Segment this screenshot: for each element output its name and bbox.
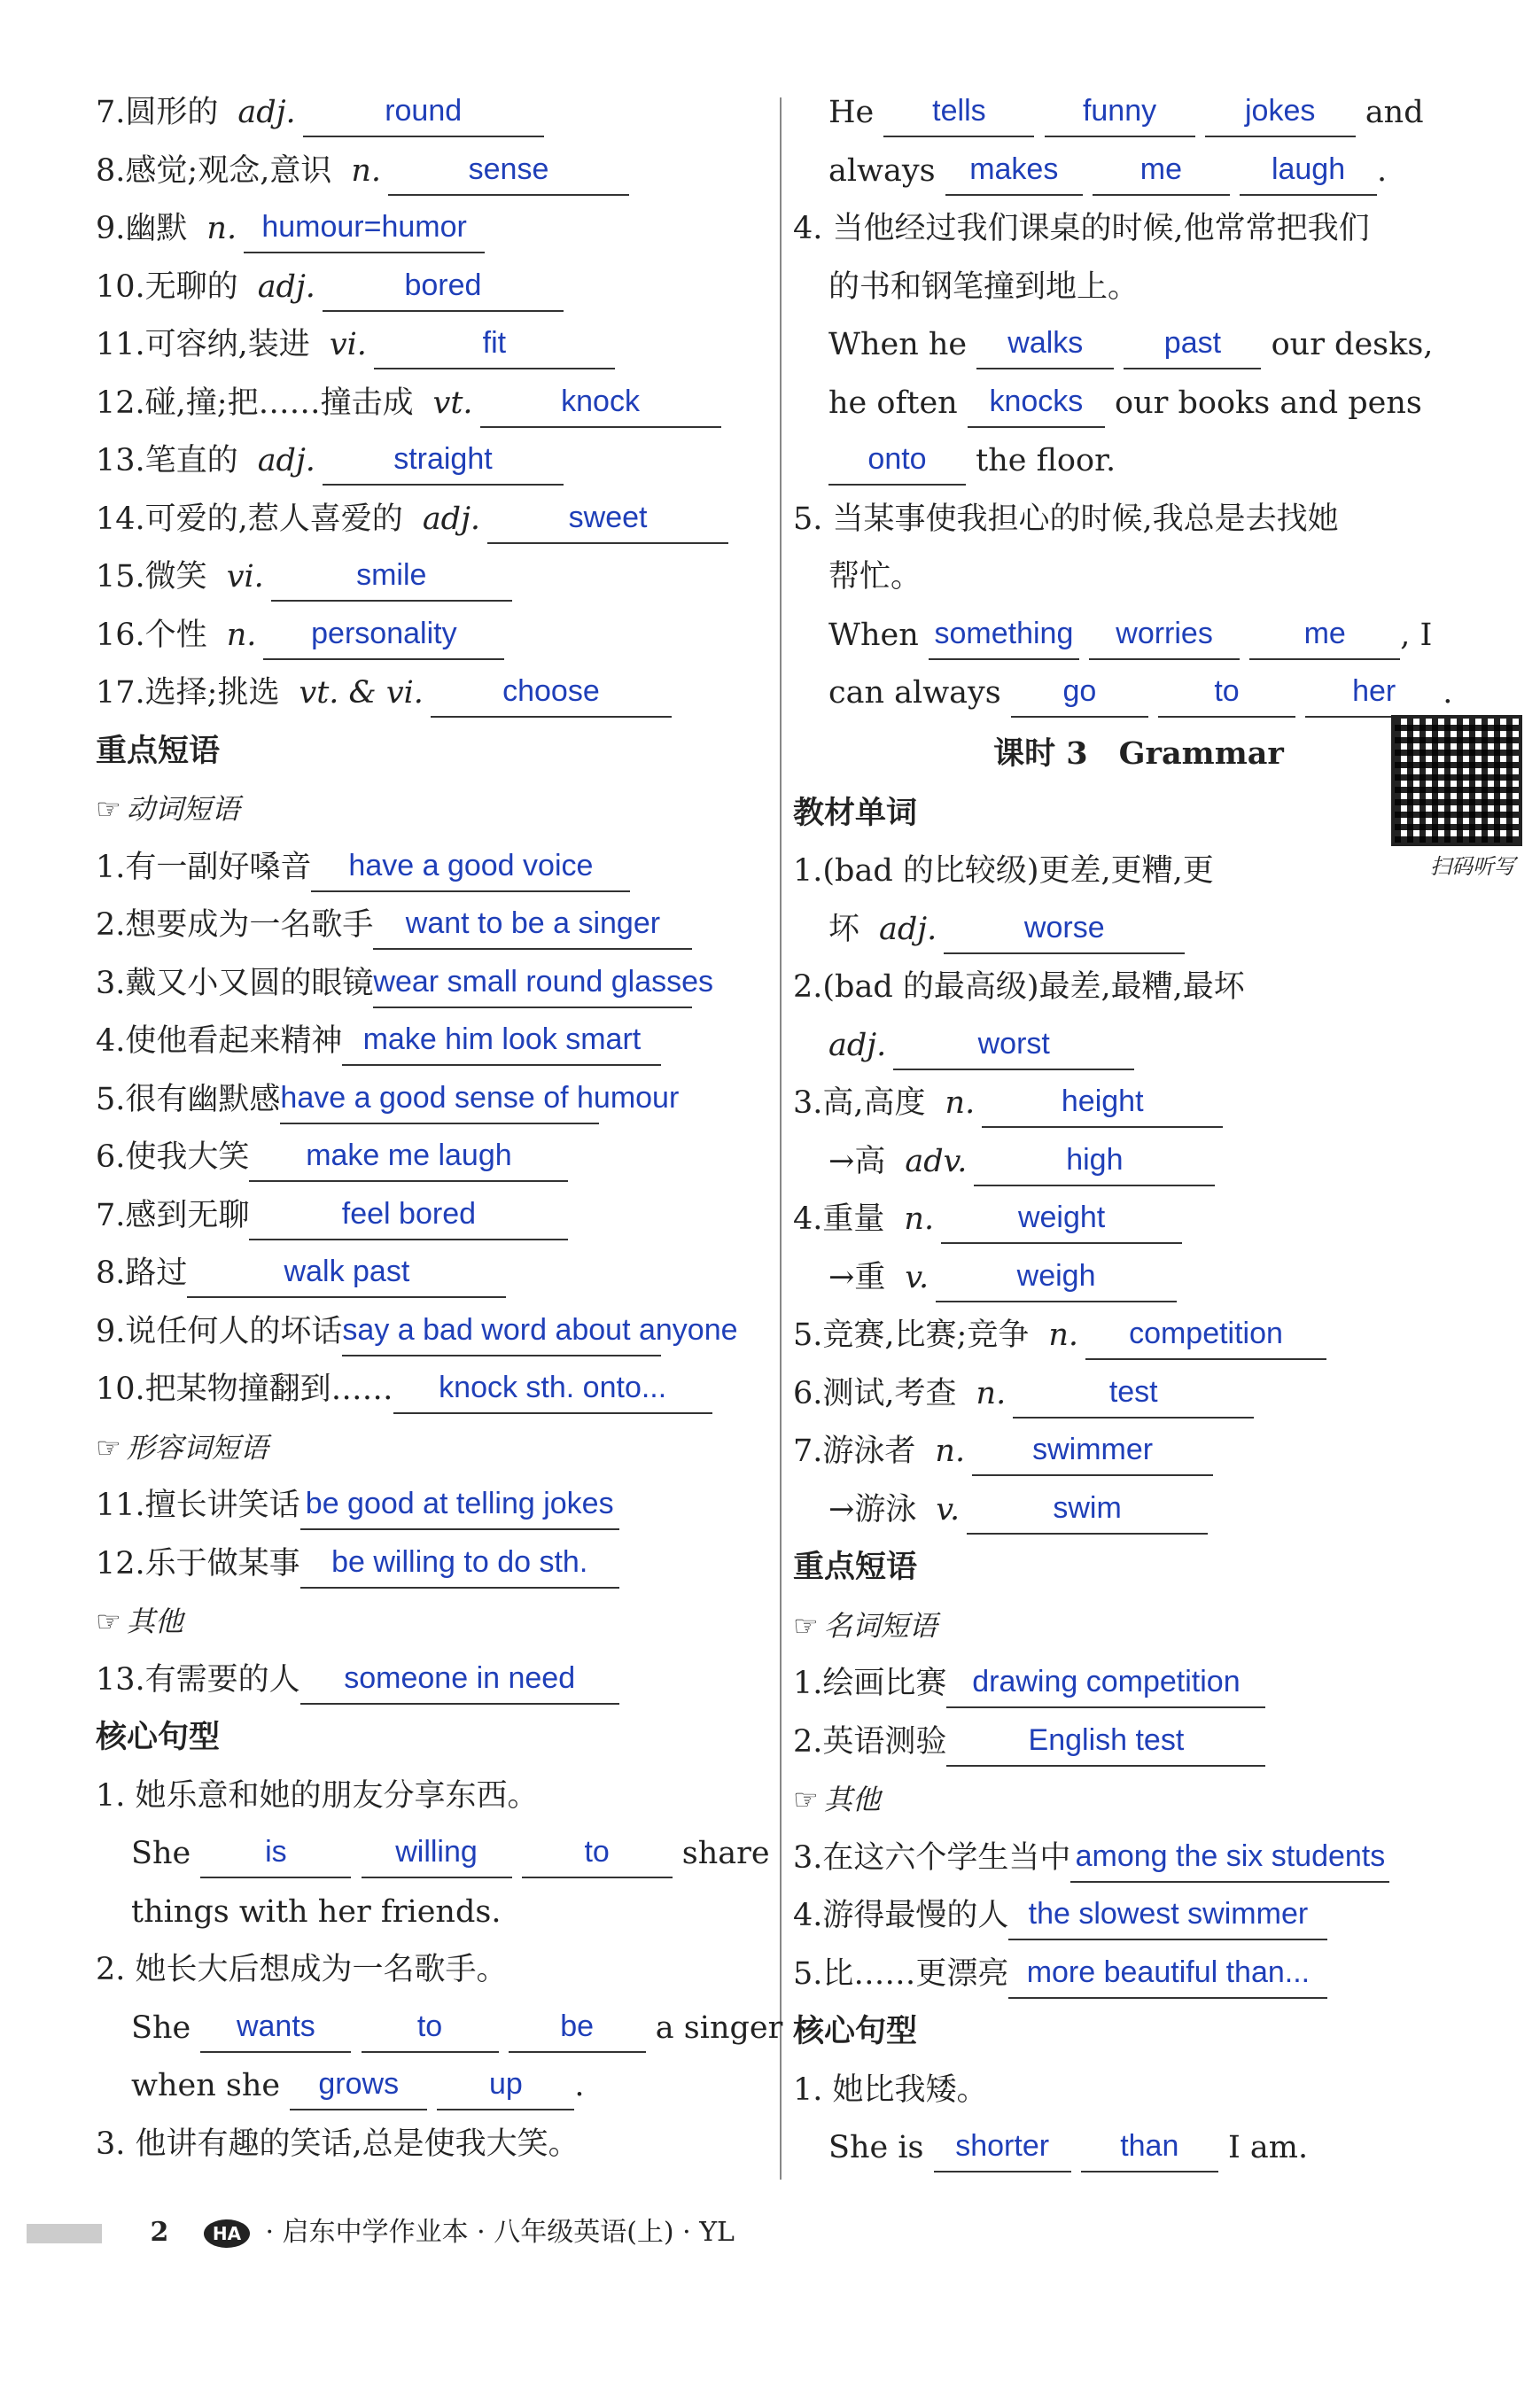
answer-blank[interactable]: up	[437, 2064, 574, 2110]
list-item	[96, 1129, 769, 1187]
answer-blank[interactable]: walks	[976, 323, 1114, 369]
item-number: 10.	[96, 1372, 145, 1407]
sentence-3-en-cont	[793, 143, 1484, 201]
list-item	[793, 1481, 1484, 1540]
answer-blank[interactable]: walk past	[187, 1252, 506, 1298]
answer-blank[interactable]: straight	[323, 439, 564, 486]
list-item	[96, 1652, 769, 1710]
answer-blank[interactable]: the slowest swimmer	[1008, 1894, 1327, 1940]
other-label	[96, 1593, 769, 1652]
part-of-speech: adj.	[257, 268, 315, 305]
item-number: 7.	[96, 1197, 126, 1233]
part-of-speech: vt.	[432, 385, 473, 421]
list-item	[793, 1887, 1484, 1946]
item-number: 5.	[793, 1317, 823, 1353]
answer-blank[interactable]: weigh	[936, 1256, 1177, 1302]
answer-blank[interactable]: have a good sense of humour	[280, 1078, 599, 1124]
answer-blank[interactable]: knock	[480, 382, 721, 428]
list-item	[793, 1249, 1484, 1308]
item-chinese: 擅长讲笑话	[144, 1488, 300, 1523]
item-chinese: 高,高度	[822, 1085, 926, 1121]
page-number: 2	[150, 2217, 169, 2248]
answer-blank[interactable]: personality	[263, 614, 504, 660]
item-number: 4.	[793, 1898, 823, 1933]
sentence-3-en	[793, 84, 1484, 143]
item-chinese: 说任何人的坏话	[125, 1313, 343, 1349]
noun-phrases-label	[793, 1597, 1484, 1656]
list-item	[96, 1013, 769, 1071]
answer-blank[interactable]: among the six students	[1070, 1837, 1389, 1883]
answer-blank[interactable]: more beautiful than...	[1008, 1953, 1327, 1999]
item-chinese: 把某物撞翻到……	[144, 1372, 393, 1407]
item-number: 7.	[96, 95, 126, 130]
label-text: 其他	[823, 1783, 881, 1816]
qr-label: 扫码听写	[1430, 854, 1515, 879]
phrases-heading: 重点短语	[793, 1550, 918, 1585]
answer-blank[interactable]: swimmer	[972, 1430, 1213, 1476]
sentence-2-zh: 2. 她长大后想成为一名歌手。	[96, 1952, 508, 1987]
word-2-cont	[793, 1017, 1484, 1076]
part-of-speech: adv.	[905, 1143, 968, 1179]
book-title: · 启东中学作业本 · 八年级英语(上) · YL	[265, 2217, 735, 2248]
other-phrase-list	[96, 1652, 769, 1710]
answer-blank[interactable]: say a bad word about anyone	[342, 1310, 661, 1356]
answer-blank[interactable]: someone in need	[300, 1659, 619, 1705]
item-chinese: 测试,考查	[822, 1375, 957, 1411]
sentence-4-en-cont2	[793, 432, 1484, 491]
sentence-4-zh: 4. 当他经过我们课桌的时候,他常常把我们	[793, 211, 1370, 246]
list-item	[96, 1535, 769, 1594]
right-column	[793, 84, 1484, 2178]
text: share	[681, 1836, 770, 1871]
item-number: 17.	[96, 675, 145, 711]
answer-blank[interactable]: something	[929, 614, 1079, 660]
answer-blank[interactable]: be willing to do sth.	[300, 1543, 619, 1589]
part-of-speech: vi.	[329, 327, 367, 362]
item-number: 8.	[96, 1255, 126, 1291]
part-of-speech: v.	[936, 1491, 961, 1527]
item-number: 8.	[96, 152, 126, 189]
answer-blank[interactable]: is	[200, 1832, 351, 1878]
item-number: 12.	[96, 385, 145, 421]
answer-blank[interactable]: worst	[893, 1024, 1134, 1070]
answer-blank[interactable]: to	[1158, 672, 1295, 718]
answer-blank[interactable]: weight	[941, 1198, 1182, 1244]
label-text: 形容词短语	[126, 1430, 268, 1465]
item-chinese: 游得最慢的人	[822, 1898, 1009, 1933]
sentences-heading: 核心句型	[793, 2014, 918, 2049]
answer-blank[interactable]: tells	[883, 91, 1034, 137]
text: can always	[828, 675, 1001, 711]
sentence-5-en-cont	[793, 665, 1484, 723]
list-item	[793, 1946, 1484, 2004]
sentence-1-zh: 1. 她乐意和她的朋友分享东西。	[96, 1777, 539, 1814]
list-item	[793, 1830, 1484, 1888]
item-chinese: 竞赛,比赛;竞争	[822, 1317, 1030, 1353]
lesson-title: 课时 3 Grammar	[993, 735, 1284, 772]
list-item	[96, 897, 769, 955]
answer-blank[interactable]: test	[1013, 1372, 1254, 1419]
item-number: 5.	[96, 1081, 126, 1117]
answer-blank[interactable]: makes	[945, 150, 1083, 196]
answer-blank[interactable]: round	[303, 91, 544, 137]
part-of-speech: adj.	[879, 911, 937, 947]
answer-blank[interactable]: humour=humor	[244, 207, 485, 253]
answer-blank[interactable]: onto	[828, 439, 966, 486]
sentence-2-en-cont	[96, 2057, 769, 2116]
answer-blank[interactable]: sense	[388, 150, 629, 196]
list-item	[96, 548, 769, 607]
item-chinese: 英语测验	[822, 1723, 947, 1760]
part-of-speech: adj.	[422, 501, 481, 537]
item-number: 11.	[96, 327, 145, 362]
text: .	[1443, 675, 1453, 711]
part-of-speech: vt. & vi.	[299, 675, 424, 711]
sentences-heading: 核心句型	[96, 1720, 221, 1755]
text: our desks,	[1271, 327, 1434, 362]
answer-blank[interactable]: swim	[967, 1488, 1208, 1535]
word-1-cont	[793, 901, 1484, 960]
verb-phrase-list	[96, 839, 769, 1419]
item-chinese: 重量	[822, 1201, 885, 1237]
item-number: 14.	[96, 501, 145, 537]
label-text: 名词短语	[823, 1608, 937, 1643]
list-item	[793, 1714, 1484, 1772]
answer-blank[interactable]: shorter	[934, 2126, 1071, 2172]
sentence-3-zh: 3. 他讲有趣的笑话,总是使我大笑。	[96, 2126, 579, 2162]
item-number: 2.	[793, 1723, 823, 1760]
answer-blank[interactable]: to	[362, 2007, 499, 2053]
list-item	[96, 955, 769, 1014]
left-column	[96, 84, 783, 2173]
item-chinese: 可容纳,装进	[144, 327, 310, 362]
list-item	[793, 1307, 1484, 1365]
part-of-speech: v.	[905, 1259, 929, 1295]
answer-blank[interactable]: bored	[323, 266, 564, 312]
answer-blank[interactable]: height	[982, 1082, 1223, 1128]
list-item	[793, 1365, 1484, 1424]
item-number: 3.	[793, 1085, 823, 1121]
part-of-speech: n.	[226, 617, 257, 653]
item-number: 1.	[96, 849, 126, 885]
item-number: 7.	[793, 1434, 823, 1469]
text: She is	[828, 2130, 924, 2165]
list-item	[96, 143, 769, 201]
label-text: 其他	[126, 1605, 183, 1638]
part-of-speech: n.	[976, 1375, 1007, 1411]
answer-blank[interactable]: competition	[1085, 1314, 1326, 1360]
answer-blank[interactable]: want to be a singer	[373, 904, 692, 950]
item-number: 6.	[96, 1139, 126, 1175]
answer-blank[interactable]: make him look smart	[342, 1020, 661, 1066]
item-chinese: 碰,撞;把……撞击成	[144, 385, 414, 421]
item-number: 2.	[96, 907, 126, 943]
answer-blank[interactable]: drawing competition	[946, 1662, 1265, 1708]
answer-blank[interactable]: fit	[374, 323, 615, 369]
item-chinese: 笔直的	[144, 443, 238, 478]
item-number: 16.	[96, 617, 145, 653]
text: .	[574, 2068, 585, 2103]
answer-blank[interactable]: knock sth. onto...	[393, 1368, 712, 1414]
answer-blank[interactable]: wants	[200, 2007, 351, 2053]
sentence-5-zh: 5. 当某事使我担心的时候,我总是去找她	[793, 501, 1339, 537]
sentence-1-en	[96, 1825, 769, 1884]
item-chinese: →游泳	[828, 1491, 917, 1527]
item-chinese: 幽默	[125, 211, 188, 246]
list-item	[793, 1423, 1484, 1481]
item-number: 4.	[96, 1023, 126, 1059]
answer-blank[interactable]: make me laugh	[249, 1136, 568, 1182]
column-divider	[780, 97, 782, 2180]
text: and	[1365, 95, 1424, 130]
list-item	[96, 1303, 769, 1362]
item-number: 5.	[793, 1955, 823, 1992]
sentence-5-en	[793, 607, 1484, 665]
item-chinese: 个性	[144, 617, 207, 653]
part-of-speech: n.	[904, 1201, 935, 1237]
noun-phrase-list	[793, 1655, 1484, 1771]
word-list	[793, 1075, 1484, 1539]
text: 坏	[828, 911, 860, 947]
answer-blank[interactable]: sweet	[487, 498, 728, 544]
item-number: 9.	[96, 1313, 126, 1349]
list-item	[793, 1655, 1484, 1714]
text: our books and pens	[1115, 385, 1422, 421]
list-item	[96, 491, 769, 549]
item-chinese: 在这六个学生当中	[822, 1839, 1071, 1876]
item-number: 15.	[96, 559, 145, 595]
item-number: 10.	[96, 268, 145, 305]
list-item	[96, 1477, 769, 1535]
list-item	[793, 1133, 1484, 1192]
answer-blank[interactable]: be	[509, 2007, 646, 2053]
item-chinese: 使他看起来精神	[125, 1023, 343, 1059]
text: When he	[828, 327, 968, 362]
grammar-sentence-1-en	[793, 2119, 1484, 2178]
list-item	[96, 607, 769, 665]
vocab-list	[96, 84, 769, 723]
answer-blank[interactable]: grows	[290, 2064, 427, 2110]
answer-blank[interactable]: English test	[946, 1721, 1265, 1767]
item-number: 13.	[96, 1661, 145, 1698]
item-chinese: 感觉;观念,意识	[125, 152, 332, 189]
sentence-4-zh-cont: 的书和钢笔撞到地上。	[828, 268, 1139, 305]
answer-blank[interactable]: knocks	[968, 382, 1105, 428]
answer-blank[interactable]: than	[1081, 2126, 1218, 2172]
answer-blank[interactable]: choose	[431, 672, 672, 718]
answer-blank[interactable]: me	[1249, 614, 1400, 660]
text: .	[1377, 152, 1388, 189]
answer-blank[interactable]: have a good voice	[311, 846, 630, 892]
item-chinese: 有一副好嗓音	[125, 849, 312, 885]
part-of-speech: adj.	[237, 95, 296, 130]
item-chinese: 绘画比赛	[822, 1666, 947, 1701]
pointing-hand-icon: ☞	[96, 792, 121, 826]
adj-phrases-label	[96, 1419, 769, 1478]
list-item	[793, 1075, 1484, 1133]
part-of-speech: n.	[1048, 1317, 1078, 1353]
footer-bar	[27, 2224, 102, 2243]
item-chinese: 可爱的,惹人喜爱的	[144, 501, 403, 537]
sentence-1-en-cont: things with her friends.	[131, 1893, 502, 1930]
answer-blank[interactable]: jokes	[1205, 91, 1356, 137]
item-chinese: 无聊的	[144, 268, 238, 305]
answer-blank[interactable]: funny	[1045, 91, 1195, 137]
part-of-speech: adj.	[828, 1027, 887, 1063]
list-item	[96, 1187, 769, 1246]
sentence-2-en	[96, 2000, 783, 2058]
item-chinese: 戴又小又圆的眼镜	[125, 965, 374, 1001]
item-chinese: 微笑	[144, 559, 207, 595]
sentence-5-zh-cont: 帮忙。	[828, 559, 922, 595]
answer-blank[interactable]: past	[1124, 323, 1261, 369]
part-of-speech: vi.	[226, 559, 264, 595]
list-item	[96, 665, 769, 723]
item-chinese: 游泳者	[822, 1434, 916, 1469]
list-item	[96, 200, 769, 259]
list-item	[96, 259, 769, 317]
phrases-heading: 重点短语	[96, 733, 221, 769]
text: a singer	[655, 2009, 783, 2046]
text: She	[131, 1836, 191, 1871]
verb-phrases-label	[96, 781, 769, 839]
item-number: 12.	[96, 1545, 145, 1582]
item-chinese: 使我大笑	[125, 1139, 250, 1175]
item-chinese: →高	[828, 1143, 886, 1179]
list-item	[96, 839, 769, 898]
other-label	[793, 1771, 1484, 1830]
text: always	[828, 152, 936, 189]
item-chinese: 选择;挑选	[144, 675, 280, 711]
text: , I	[1400, 617, 1433, 653]
item-number: 6.	[793, 1375, 823, 1411]
answer-blank[interactable]: her	[1305, 672, 1443, 718]
publisher-badge-icon: HA	[204, 2219, 250, 2248]
answer-blank[interactable]: worries	[1089, 614, 1240, 660]
pointing-hand-icon: ☞	[793, 1783, 819, 1816]
pointing-hand-icon: ☞	[96, 1605, 121, 1638]
list-item	[96, 432, 769, 491]
item-chinese: 想要成为一名歌手	[125, 907, 374, 943]
text: when she	[131, 2068, 281, 2103]
grammar-sentence-1-zh: 1. 她比我矮。	[793, 2071, 988, 2108]
answer-blank[interactable]: worse	[944, 908, 1185, 954]
item-number: 11.	[96, 1488, 145, 1523]
answer-blank[interactable]: feel bored	[249, 1194, 568, 1240]
text: the floor.	[976, 443, 1116, 478]
answer-blank[interactable]: high	[974, 1140, 1215, 1186]
answer-blank[interactable]: laugh	[1240, 150, 1377, 196]
item-number: 13.	[96, 443, 145, 478]
sentence-4-en	[793, 316, 1484, 375]
words-heading: 教材单词	[793, 795, 918, 831]
list-item	[96, 1245, 769, 1303]
label-text: 动词短语	[126, 792, 240, 826]
item-chinese: 乐于做某事	[144, 1545, 300, 1582]
item-number: 9.	[96, 211, 126, 246]
answer-blank[interactable]: to	[522, 1832, 673, 1878]
word-1: 1.(bad 的比较级)更差,更糟,更	[793, 853, 1214, 889]
item-number: 3.	[793, 1839, 823, 1876]
word-2: 2.(bad 的最高级)最差,最糟,最坏	[793, 969, 1245, 1005]
answer-blank[interactable]: go	[1011, 672, 1148, 718]
answer-blank[interactable]: me	[1093, 150, 1230, 196]
item-chinese: 很有幽默感	[125, 1081, 281, 1117]
item-number: 3.	[96, 965, 126, 1001]
item-chinese: 路过	[125, 1255, 188, 1291]
list-item	[96, 84, 769, 143]
answer-blank[interactable]: smile	[271, 556, 512, 602]
sentence-4-en-cont	[793, 375, 1484, 433]
text: He	[828, 95, 875, 130]
part-of-speech: n.	[945, 1085, 976, 1121]
item-chinese: 圆形的	[125, 95, 219, 130]
part-of-speech: adj.	[257, 443, 315, 478]
list-item	[96, 316, 769, 375]
answer-blank[interactable]: be good at telling jokes	[300, 1484, 619, 1530]
page-footer	[27, 2211, 735, 2255]
item-number: 4.	[793, 1201, 823, 1237]
answer-blank[interactable]: willing	[362, 1832, 512, 1878]
list-item	[96, 375, 769, 433]
qr-code-icon[interactable]	[1391, 715, 1522, 846]
text: When	[828, 617, 919, 653]
item-chinese: →重	[828, 1259, 886, 1295]
text: She	[131, 2009, 191, 2046]
item-number: 1.	[793, 1666, 823, 1701]
other-phrase-list	[793, 1830, 1484, 2004]
list-item	[793, 1191, 1484, 1249]
item-chinese: 有需要的人	[144, 1661, 300, 1698]
adj-phrase-list	[96, 1477, 769, 1593]
list-item	[96, 1071, 769, 1130]
part-of-speech: n.	[935, 1434, 966, 1469]
part-of-speech: n.	[351, 152, 381, 189]
item-chinese: 感到无聊	[125, 1197, 250, 1233]
text: I am.	[1227, 2130, 1309, 2165]
list-item	[96, 1361, 769, 1419]
pointing-hand-icon: ☞	[793, 1608, 819, 1643]
part-of-speech: n.	[206, 211, 237, 246]
answer-blank[interactable]: wear small round glasses	[373, 962, 692, 1008]
item-chinese: 比……更漂亮	[822, 1955, 1009, 1992]
pointing-hand-icon: ☞	[96, 1430, 121, 1465]
text: he often	[828, 385, 958, 421]
